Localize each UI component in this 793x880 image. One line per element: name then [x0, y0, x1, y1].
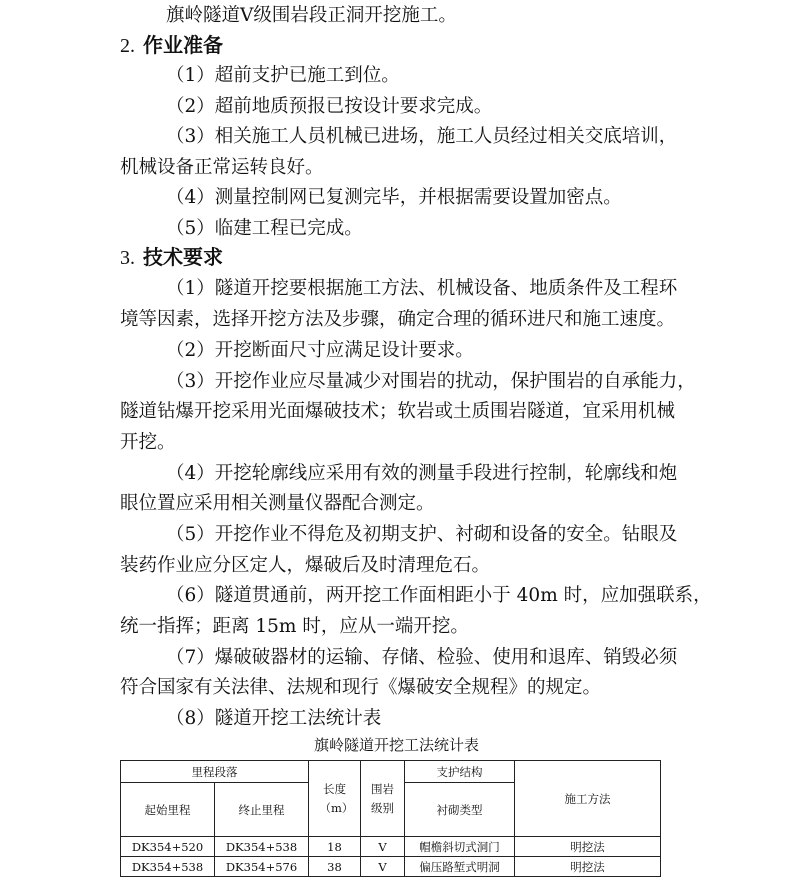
header-end-mileage: 终止里程	[215, 783, 309, 837]
cell-length: 18	[309, 837, 361, 857]
section-title: 技术要求	[143, 245, 223, 269]
header-mileage-group: 里程段落	[121, 761, 309, 783]
paragraph-line: （8）隧道开挖工法统计表	[166, 708, 382, 729]
paragraph-line: （7）爆破破器材的运输、存储、检验、使用和退库、销毁必须	[166, 647, 678, 668]
paragraph-line: （5）临建工程已完成。	[166, 218, 363, 239]
header-support-group: 支护结构	[405, 761, 515, 783]
table-caption: 旗岭隧道开挖工法统计表	[313, 736, 479, 754]
cell-grade: Ⅴ	[361, 857, 405, 877]
section-heading-technical	[120, 243, 223, 272]
paragraph-line: （4）开挖轮廓线应采用有效的测量手段进行控制，轮廓线和炮	[166, 463, 678, 484]
cell-start: DK354+538	[121, 857, 215, 877]
cell-grade: Ⅴ	[361, 837, 405, 857]
paragraph-line: 隧道钻爆开挖采用光面爆破技术；软岩或土质围岩隧道，宜采用机械	[120, 401, 676, 422]
paragraph-line: （6）隧道贯通前，两开挖工作面相距小于 40m 时，应加强联系，	[166, 585, 712, 606]
paragraph-line: 旗岭隧道Ⅴ级围岩段正洞开挖施工。	[166, 5, 457, 26]
section-heading-preparation	[120, 31, 223, 60]
cell-lining: 偏压路堑式明洞	[405, 857, 515, 877]
paragraph-line: 统一指挥；距离 15m 时，应从一端开挖。	[120, 616, 469, 637]
table-row	[121, 857, 661, 877]
paragraph-line: （4）测量控制网已复测完毕，并根据需要设置加密点。	[166, 187, 622, 208]
paragraph-line: 境等因素，选择开挖方法及步骤，确定合理的循环进尺和施工速度。	[120, 309, 676, 330]
header-rock-grade-label: 围岩级别	[371, 781, 394, 815]
paragraph-line: （5）开挖作业不得危及初期支护、衬砌和设备的安全。钻眼及	[166, 524, 678, 545]
header-lining-type: 衬砌类型	[405, 783, 515, 837]
cell-method: 明挖法	[515, 857, 661, 877]
header-length-label: 长度（m）	[319, 781, 354, 815]
paragraph-line: （2）超前地质预报已按设计要求完成。	[166, 96, 493, 117]
table-row	[121, 837, 661, 857]
cell-method: 明挖法	[515, 837, 661, 857]
paragraph-line: 机械设备正常运转良好。	[120, 157, 324, 178]
cell-start: DK354+520	[121, 837, 215, 857]
section-number: 2.	[120, 35, 135, 57]
header-length	[309, 761, 361, 837]
paragraph-line: 装药作业应分区定人，爆破后及时清理危石。	[120, 555, 491, 576]
paragraph-line: （3）开挖作业应尽量减少对围岩的扰动，保护围岩的自承能力，	[166, 371, 696, 392]
paragraph-line: 符合国家有关法律、法规和现行《爆破安全规程》的规定。	[120, 677, 602, 698]
cell-length: 38	[309, 857, 361, 877]
header-method: 施工方法	[515, 761, 661, 837]
paragraph-line: （1）超前支护已施工到位。	[166, 65, 400, 86]
paragraph-line: （2）开挖断面尺寸应满足设计要求。	[166, 340, 474, 361]
header-rock-grade	[361, 761, 405, 837]
section-number: 3.	[120, 247, 135, 269]
cell-lining: 帽檐斜切式洞门	[405, 837, 515, 857]
cell-end: DK354+576	[215, 857, 309, 877]
section-title: 作业准备	[143, 33, 223, 57]
paragraph-line: 眼位置应采用相关测量仪器配合测定。	[120, 493, 435, 514]
header-start-mileage: 起始里程	[121, 783, 215, 837]
excavation-method-table	[120, 760, 661, 877]
paragraph-line: 开挖。	[120, 432, 176, 453]
cell-end: DK354+538	[215, 837, 309, 857]
paragraph-line: （1）隧道开挖要根据施工方法、机械设备、地质条件及工程环	[166, 278, 678, 299]
paragraph-line: （3）相关施工人员机械已进场，施工人员经过相关交底培训，	[166, 126, 678, 147]
table-header-row	[121, 761, 661, 783]
